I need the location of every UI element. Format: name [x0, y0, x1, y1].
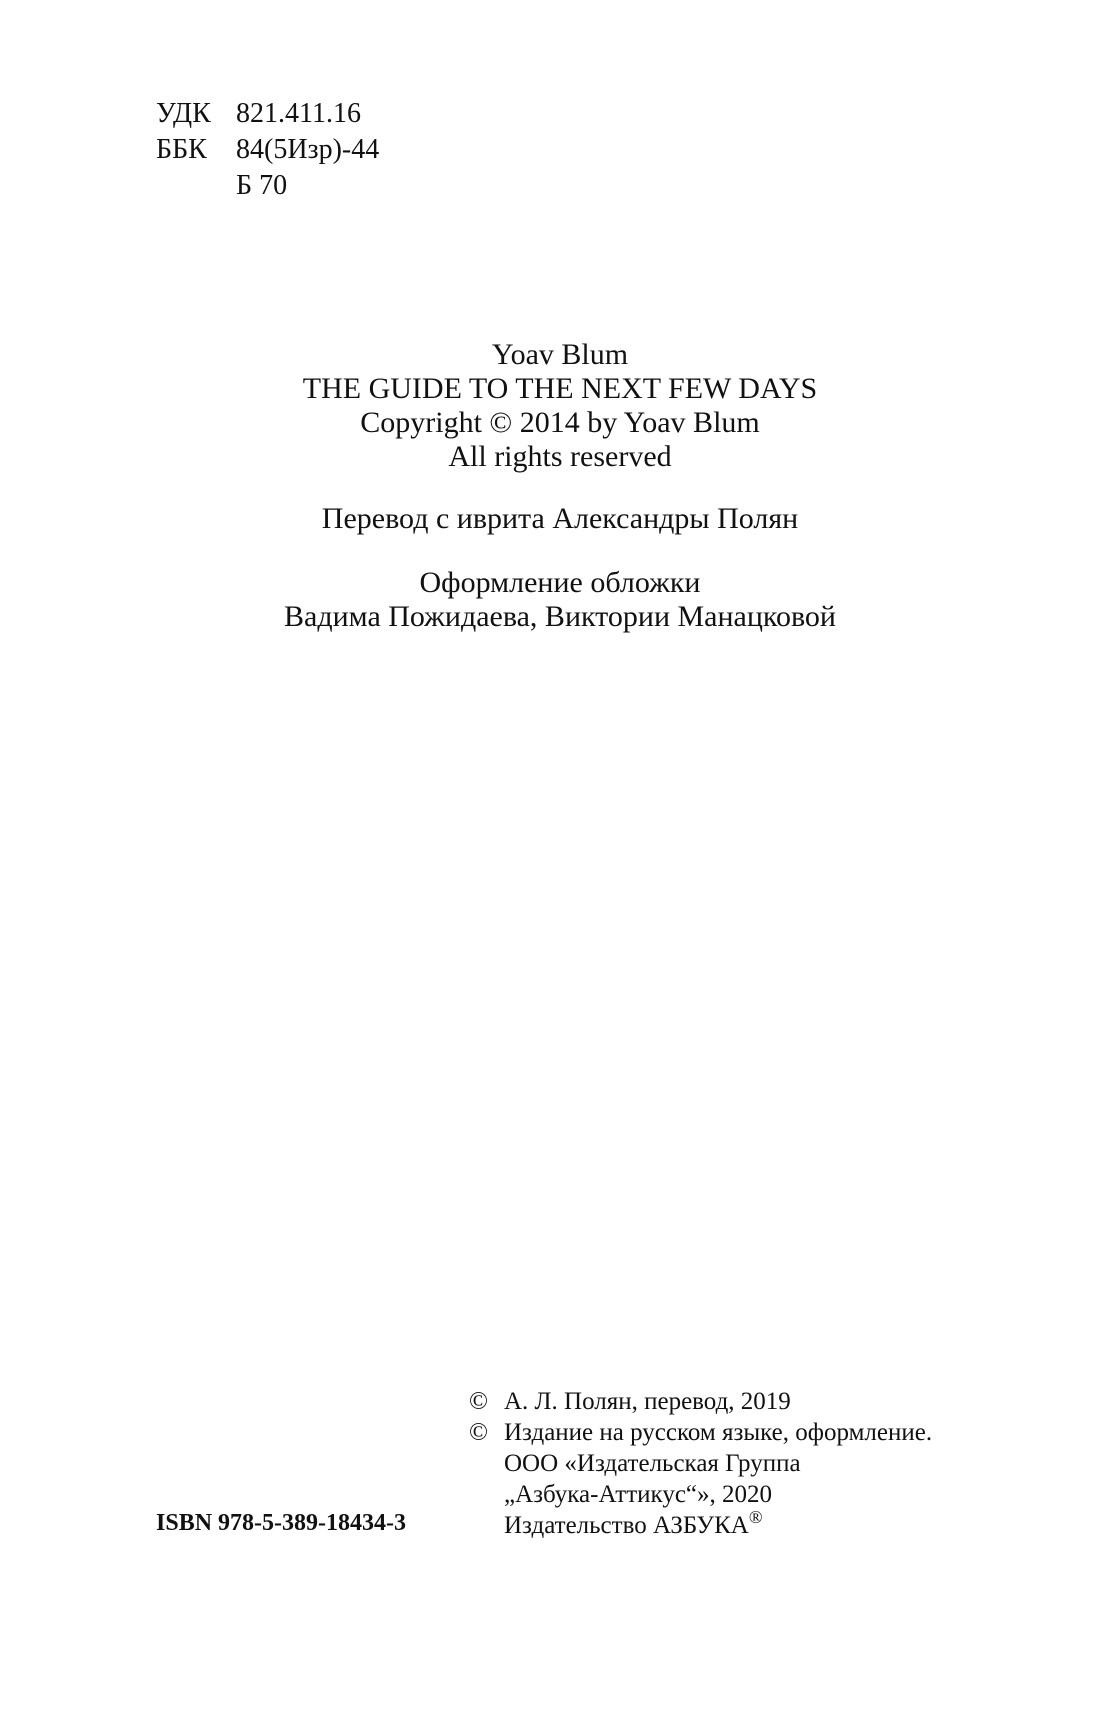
copyright-edition-row [469, 1417, 932, 1448]
copyright-translation: А. Л. Полян, перевод, 2019 [504, 1388, 791, 1415]
author-mark-spacer [156, 168, 236, 204]
publisher-row [469, 1448, 932, 1479]
copyright-notices [469, 1386, 932, 1541]
copyright-symbol: © [469, 1388, 488, 1415]
translation-credit [0, 502, 1100, 536]
rights-reserved: All rights reserved [448, 440, 672, 473]
bbk-value: 84(5Изр)-44 [236, 134, 380, 165]
registered-mark: ® [748, 1507, 763, 1527]
publisher-name: ООО «Издательская Группа [504, 1450, 801, 1477]
bbk-label: ББК [156, 134, 207, 165]
imprint-name [504, 1507, 763, 1541]
author-mark: Б 70 [236, 170, 288, 201]
cover-design-heading: Оформление обложки [419, 566, 701, 599]
publisher-row-2 [469, 1479, 932, 1510]
copyright-translation-row [469, 1386, 932, 1417]
cover-design-credit [0, 566, 1100, 634]
original-copyright: Copyright © 2014 by Yoav Blum [360, 406, 760, 439]
udk-label: УДК [156, 98, 211, 129]
publisher-name-year: „Азбука-Аттикус“», 2020 [504, 1481, 773, 1508]
original-edition-credits [0, 338, 1100, 474]
classification-codes [156, 96, 379, 204]
copyright-edition: Издание на русском языке, оформление. [504, 1419, 933, 1446]
udk-row [156, 96, 379, 132]
udk-value: 821.411.16 [236, 98, 361, 129]
translator-line: Перевод с иврита Александры Полян [321, 502, 799, 535]
author-mark-row [156, 168, 379, 204]
original-title: THE GUIDE TO THE NEXT FEW DAYS [302, 372, 818, 405]
imprint-row [469, 1507, 932, 1541]
bbk-row [156, 132, 379, 168]
copyright-symbol: © [469, 1419, 488, 1446]
original-author: Yoav Blum [491, 338, 629, 371]
imprint-text: Издательство АЗБУКА [504, 1512, 749, 1539]
isbn: ISBN 978-5-389-18434-3 [156, 1510, 406, 1536]
cover-designers: Вадима Пожидаева, Виктории Манацковой [284, 600, 836, 633]
